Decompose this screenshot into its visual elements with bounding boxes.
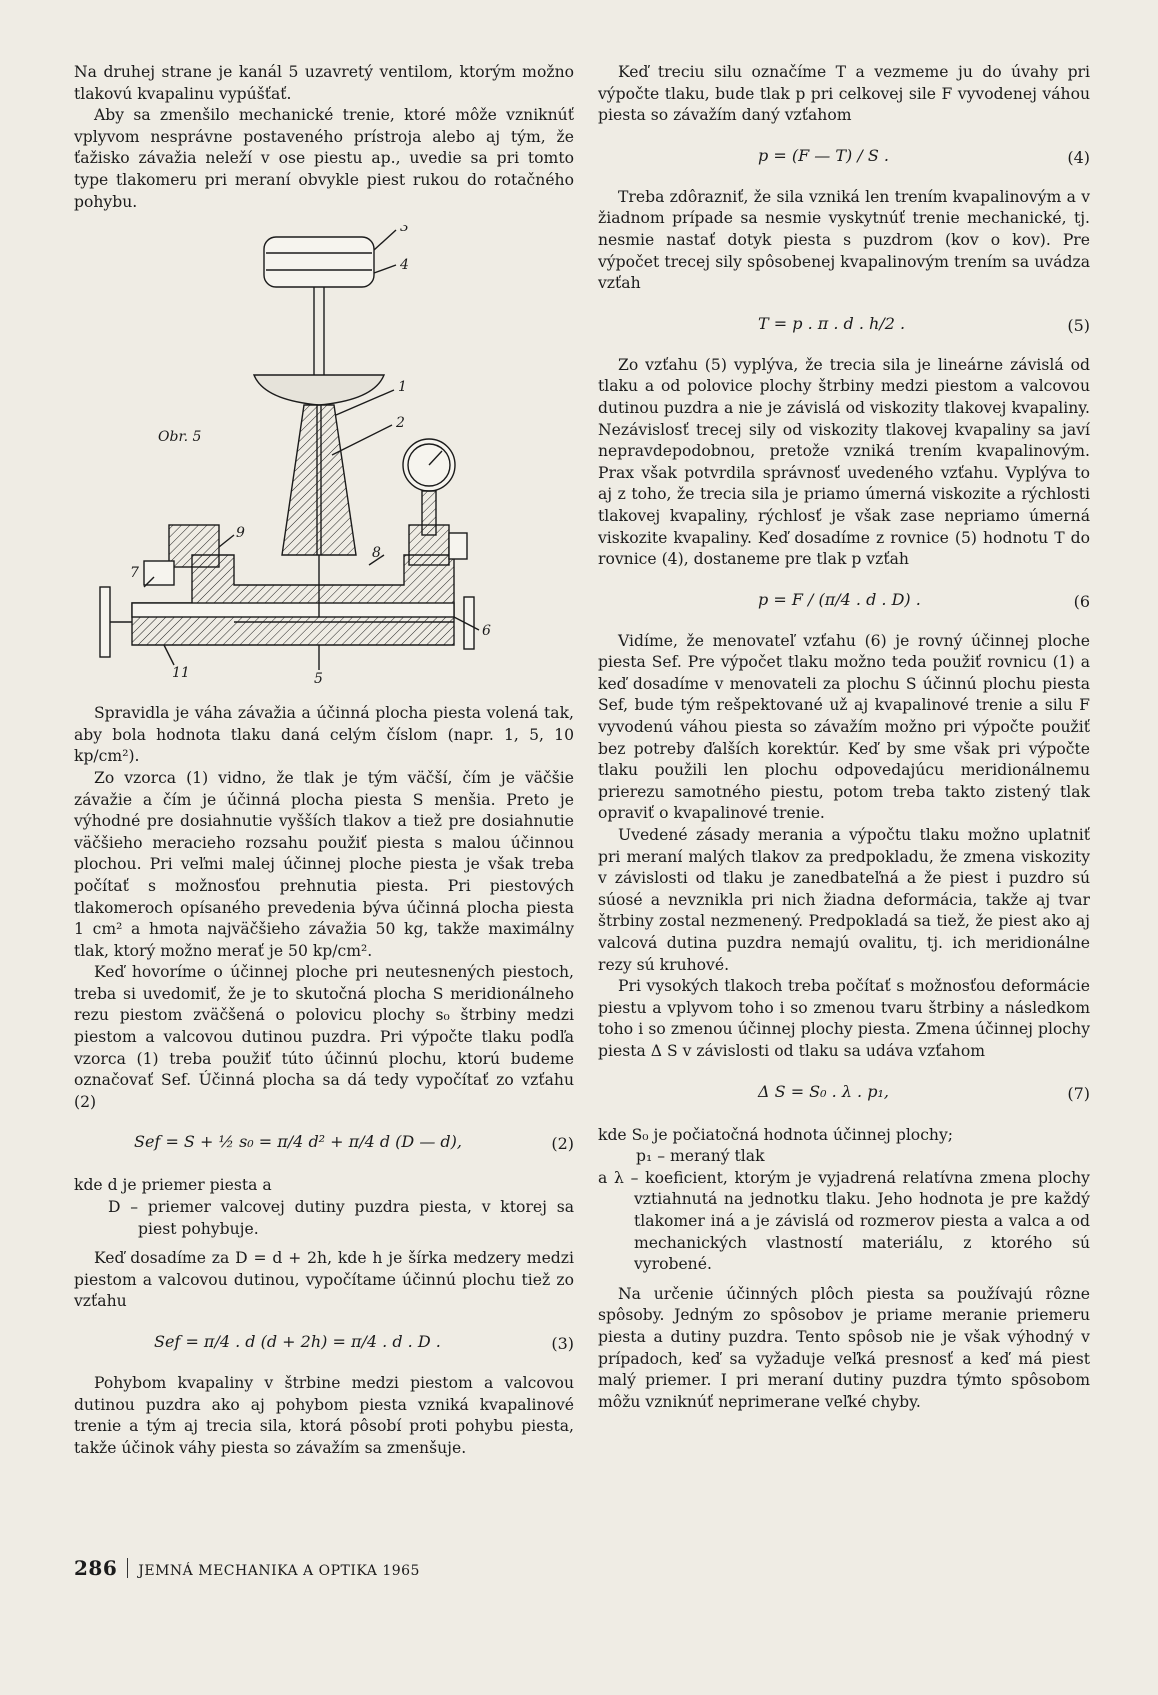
paragraph: Aby sa zmenšilo mechanické trenie, ktoré môže vzniknúť vplyvom nesprávne postaveného prístroja alebo aj tým, že ťažisko závažia neleží v ose piestu ap., uvedie sa pri tomto type tlakomeru pri meraní obvykle piest rukou do rotačného pohybu. xyxy=(74,106,574,211)
equation-text: p = F / (π/4 . d . D) . xyxy=(758,589,921,609)
equation-number: (4) xyxy=(1067,147,1090,167)
figure-5 xyxy=(74,225,574,695)
fig-label-3: 3 xyxy=(400,225,409,236)
definition-list xyxy=(74,1175,574,1240)
equation-text: T = p . π . d . h/2 . xyxy=(758,313,906,333)
equation-4 xyxy=(598,131,1090,183)
fig-label-8: 8 xyxy=(372,545,381,562)
definition-p1: p₁ – meraný tlak xyxy=(636,1147,765,1166)
equation-number: (6 xyxy=(1073,591,1090,611)
paragraph: Na určenie účinných plôch piesta sa používajú rôzne spôsoby. Jedným zo spôsobov je priame meranie priemeru piesta a dutiny puzdra. Tento spôsob nie je však výhodný v prípadoch, keď sa vyžaduje veľká presnosť a keď má piest malý priemer. I pri meraní dutiny puzdra týmto spôsobom môžu vzniknúť neprimerane veľké chyby. xyxy=(598,1284,1090,1411)
footer-divider xyxy=(127,1558,128,1578)
equation-number: (3) xyxy=(551,1334,574,1353)
paragraph: Spravidla je váha závažia a účinná plocha piesta volená tak, aby bola hodnota tlaku daná celým číslom (napr. 1, 5, 10 kp/cm²). xyxy=(74,704,574,766)
definition-d: kde d je priemer piesta a xyxy=(74,1176,272,1195)
fig-label-4: 4 xyxy=(400,257,409,274)
equation-3 xyxy=(74,1317,574,1369)
definition-list xyxy=(598,1125,1090,1276)
equation-text: Δ S = S₀ . λ . p₁, xyxy=(758,1081,889,1101)
fig-label-5: 5 xyxy=(314,671,323,688)
paragraph: Zo vzťahu (5) vyplýva, že trecia sila je lineárne závislá od tlaku a od polovice plochy štrbiny medzi piestom a valcovou dutinou puzdra a nie je závislá od viskozity tlakovej kvapaliny. Nezávislosť trecej sily od viskozity tlakovej kvapaliny sa javí nepravdepodobnou, pretože vzniká trením kvapalinovým. Prax však potvrdila správnosť uvedeného vzťahu. Vyplýva to aj z toho, že trecia sila je priamo úmerná viskozite a rýchlosti tlakovej kvapaliny, rýchlosť je však zase nepriamo úmerná viskozite kvapaliny. Keď dosadíme z rovnice (5) hodnotu T do rovnice (4), dostaneme pre tlak p vzťah xyxy=(598,355,1090,569)
fig-label-2: 2 xyxy=(396,415,405,432)
piston-manometer-drawing xyxy=(74,225,574,695)
equation-7 xyxy=(598,1067,1090,1119)
journal-name: JEMNÁ MECHANIKA A OPTIKA 1965 xyxy=(138,1563,420,1579)
fig-label-11: 11 xyxy=(172,665,190,682)
paragraph: Vidíme, že menovateľ vzťahu (6) je rovný účinnej ploche piesta Sef. Pre výpočet tlaku možno teda použiť rovnicu (1) a keď dosadíme v menovateli za plochu S účinnú plochu piesta Sef, bude tým rešpektované už aj kvapalinové trenie a silu F vyvodenú váhou piesta so závažím možno pri výpočte použiť bez potreby ďalších korektúr. Keď by sme však pri výpočte tlaku použili len plochu odpovedajúcu meridionálnemu prierezu samotného piestu, potom treba takto zistený tlak opraviť o kvapalinové trenie. xyxy=(598,631,1090,823)
definition-S0: kde S₀ je počiatočná hodnota účinnej plochy; xyxy=(598,1125,954,1144)
paragraph: Keď hovoríme o účinnej ploche pri neutesnených piestoch, treba si uvedomiť, že je to skutočná plocha S meridionálneho rezu piestom zväčšená o polovicu plochy s₀ štrbiny medzi piestom a valcovou dutinou puzdra. Pri výpočte tlaku podľa vzorca (1) treba použiť túto účinnú plochu, ktorú budeme označovať Sef. Účinná plocha sa dá tedy vypočítať zo vzťahu (2) xyxy=(74,963,574,1111)
definition-D: D – priemer valcovej dutiny puzdra piesta, v ktorej sa piest pohybuje. xyxy=(108,1198,574,1238)
equation-number: (7) xyxy=(1067,1083,1090,1103)
paragraph: Pri vysokých tlakoch treba počítať s možnosťou deformácie piestu a vplyvom toho i so zmenou tvaru štrbiny a následkom toho i so zmenou účinnej plochy piesta. Zmena účinnej plochy piesta Δ S v závislosti od tlaku sa udáva vzťahom xyxy=(598,977,1090,1060)
paragraph: Keď dosadíme za D = d + 2h, kde h je šírka medzery medzi piestom a valcovou dutinou, vypočítame účinnú plochu tiež zo vzťahu xyxy=(74,1249,574,1311)
equation-number: (5) xyxy=(1067,315,1090,335)
paragraph: Keď treciu silu označíme T a vezmeme ju do úvahy pri výpočte tlaku, bude tlak p pri celkovej sile F vyvodenej váhou piesta so závažím daný vzťahom xyxy=(598,63,1090,125)
equation-number: (2) xyxy=(551,1134,574,1154)
fig-label-9: 9 xyxy=(236,525,245,542)
paragraph: Pohybom kvapaliny v štrbine medzi piestom a valcovou dutinou puzdra ako aj pohybom piesta vzniká kvapalinové trenie a tým aj trecia sila, ktorá pôsobí proti pohybu piesta, takže účinok váhy piesta so závažím sa zmenšuje. xyxy=(74,1374,574,1457)
equation-5 xyxy=(598,299,1090,351)
left-column xyxy=(74,62,574,1459)
page-number: 286 xyxy=(74,1556,118,1580)
equation-text: Sef = π/4 . d (d + 2h) = π/4 . d . D . xyxy=(154,1332,441,1351)
definition-lambda: a λ – koeficient, ktorým je vyjadrená relatívna zmena plochy vztiahnutá na jednotku tlaku. Jeho hodnota je pre každý tlakomer iná a je závislá od rozmerov piesta a valca a od mechanických vlastností materiálu, z ktorého sú vyrobené. xyxy=(598,1168,1090,1274)
paragraph: Uvedené zásady merania a výpočtu tlaku možno uplatniť pri meraní malých tlakov za predpokladu, že zmena viskozity v závislosti od tlaku je zanedbateľná a že piest i puzdro sú súosé a nevznikla pri nich žiadna deformácia, takže aj tvar štrbiny zostal nezmenený. Predpokladá sa tiež, že piest ako aj valcová dutina puzdra nemajú ovalitu, tj. ich meridionálne rezy sú kruhové. xyxy=(598,826,1090,974)
fig-label-6: 6 xyxy=(482,623,491,640)
paragraph: Zo vzorca (1) vidno, že tlak je tým väčší, čím je väčšie závažie a čím je účinná plocha piesta S menšia. Preto je výhodné pre dosiahnutie vyšších tlakov a tiež pre dosiahnutie väčšieho meracieho rozsahu použiť piesta s malou účinnou plochou. Pri veľmi malej účinnej ploche piesta je však treba počítať s možnosťou prehnutia piesta. Pri piestových tlakomeroch opísaného prevedenia býva účinná plocha piesta 1 cm² a hmota najväčšieho závažia 50 kg, takže maximálny tlak, ktorý možno merať je 50 kp/cm². xyxy=(74,768,574,960)
equation-text: Sef = S + ½ s₀ = π/4 d² + π/4 d (D — d), xyxy=(134,1132,462,1152)
fig-label-1: 1 xyxy=(398,379,407,396)
page-footer xyxy=(74,1556,420,1580)
fig-label-7: 7 xyxy=(130,565,139,582)
right-column xyxy=(598,62,1090,1413)
paragraph: Treba zdôrazniť, že sila vzniká len trením kvapalinovým a v žiadnom prípade sa nesmie vyskytnúť trenie mechanické, tj. nesmie nastať dotyk piesta s puzdrom (kov o kov). Pre výpočet trecej sily spôsobenej kvapalinovým trením sa uvádza vzťah xyxy=(598,187,1090,293)
equation-text: p = (F — T) / S . xyxy=(758,145,889,165)
paragraph: Na druhej strane je kanál 5 uzavretý ventilom, ktorým možno tlakovú kvapalinu vypúšťať. xyxy=(74,63,574,103)
equation-6 xyxy=(598,575,1090,627)
figure-caption: Obr. 5 xyxy=(158,429,202,446)
equation-2 xyxy=(74,1117,574,1169)
